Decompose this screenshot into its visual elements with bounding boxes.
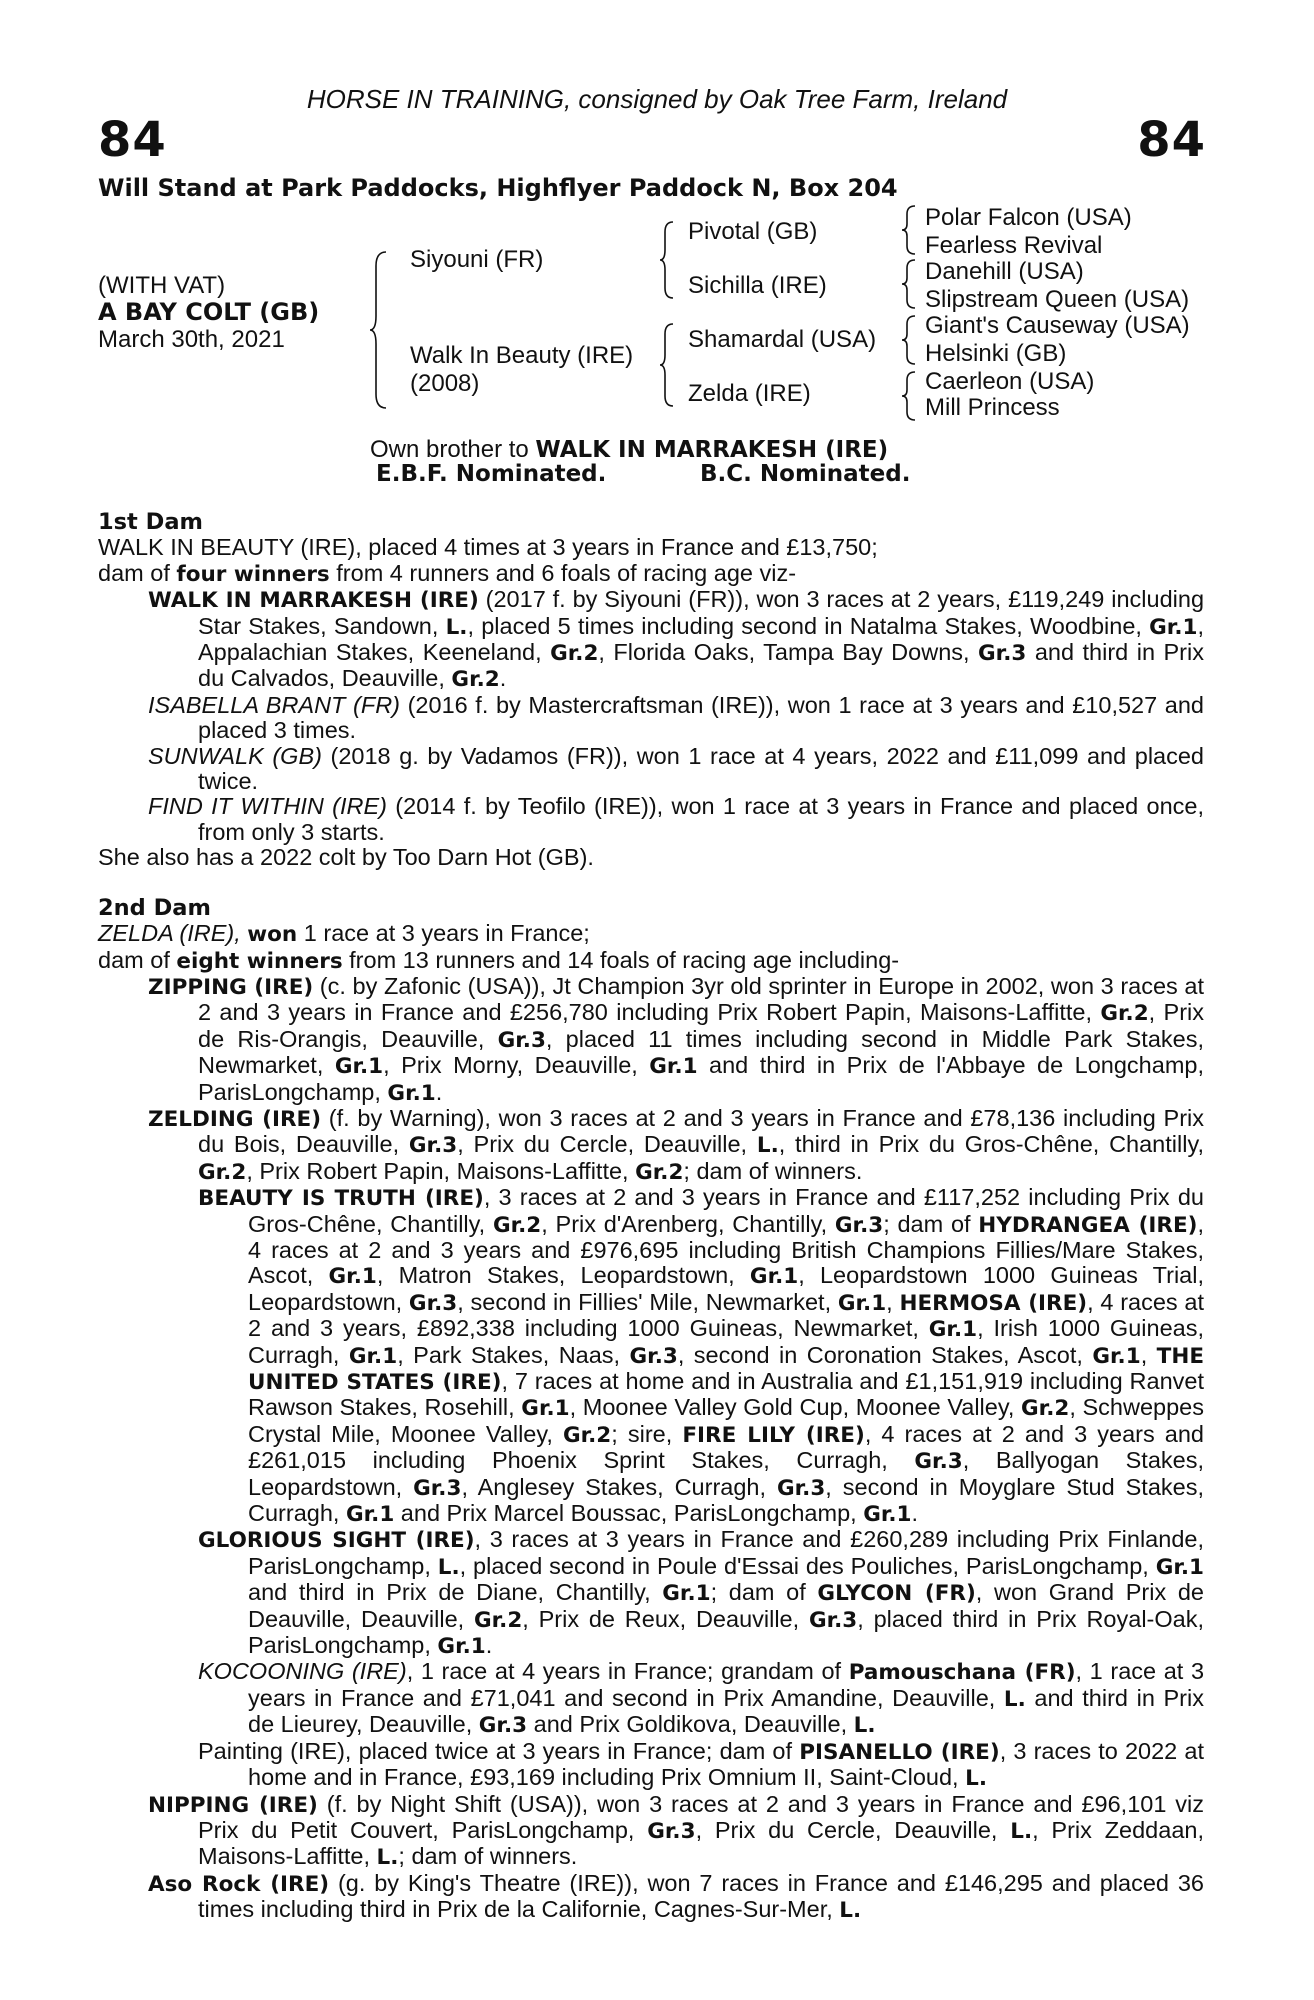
bold-text: L.	[376, 1845, 399, 1871]
bold-text: WALK IN MARRAKESH (IRE)	[148, 588, 479, 614]
bold-text: Gr.1	[928, 1317, 978, 1343]
entry-text: ; dam of winners.	[683, 1157, 863, 1184]
entry-text: , Leopardstown 1000 Guineas Trial, Leopardstown,	[248, 1262, 1204, 1315]
ancestor-4: Slipstream Queen (USA)	[925, 286, 1190, 313]
entry-text: , Prix de Ris-Orangis, Deauville,	[198, 999, 1205, 1052]
entry-text: (f. by Night Shift (USA)), won 3 races at 2 and 3 years in France and £96,101 viz Prix du Petit Couvert, ParisLongchamp,	[198, 1790, 1205, 1843]
sire-dam-name: Sichilla (IRE)	[688, 272, 827, 299]
bold-text: Gr.2	[1021, 1396, 1070, 1422]
entry-text: ; dam of winners.	[398, 1843, 578, 1870]
entry-text: ; dam of	[883, 1210, 979, 1237]
entry-text: , Schweppes Crystal Mile, Moonee Valley,	[248, 1394, 1204, 1447]
bold-text: PISANELLO (IRE)	[799, 1739, 1000, 1765]
bold-text: ZELDING (IRE)	[148, 1106, 322, 1132]
bold-text: Gr.1	[1092, 1343, 1141, 1369]
progeny-entry	[148, 693, 1204, 744]
bold-text: Gr.1	[334, 1054, 384, 1080]
bold-text: THE UNITED STATES (IRE)	[248, 1343, 1205, 1395]
bold-text: Gr.1	[1149, 614, 1198, 640]
bold-text: Gr.1	[348, 1343, 398, 1369]
ancestor-2: Fearless Revival	[925, 232, 1103, 259]
bold-text: NIPPING (IRE)	[148, 1792, 318, 1818]
bold-text: Gr.3	[776, 1475, 826, 1501]
first-dam-winners: four winners	[176, 561, 330, 587]
progeny-entry	[148, 1871, 1204, 1924]
entry-text: and third in Prix de Lieurey, Deauville,	[248, 1684, 1204, 1738]
entry-text: (2017 f. by Siyouni (FR)), won 3 races at 2 years, £119,249 including Star Stakes, Sandown,	[198, 586, 1205, 639]
pedigree-brace-g1	[902, 204, 918, 256]
second-dam-name: ZELDA (IRE),	[98, 920, 241, 947]
ancestor-6: Helsinki (GB)	[925, 340, 1067, 367]
ancestor-7: Caerleon (USA)	[925, 368, 1095, 395]
bold-text: Gr.2	[550, 641, 599, 667]
ancestor-3: Danehill (USA)	[925, 258, 1084, 285]
dam-sire-name: Shamardal (USA)	[688, 326, 877, 353]
second-dam-intro	[98, 921, 1204, 947]
bold-text: Gr.1	[328, 1264, 377, 1290]
entry-text: , 4 races at 2 and 3 years and £261,015 including Phoenix Sprint Stakes, Curragh,	[248, 1420, 1204, 1474]
bold-text: Gr.2	[451, 667, 500, 693]
bold-text: Gr.1	[387, 1080, 436, 1106]
pedigree-brace-g4	[902, 370, 918, 422]
entry-text: (g. by King's Theatre (IRE)), won 7 races in France and £146,295 and placed 36 times including third in Prix de la Californie, Cagnes-Sur-Mer,	[198, 1869, 1204, 1923]
bold-text: Gr.1	[863, 1502, 912, 1528]
bold-text: Gr.3	[808, 1607, 858, 1633]
ebf-nominated: E.B.F. Nominated.	[376, 461, 607, 487]
italic-name: FIND IT WITHIN (IRE)	[148, 793, 387, 820]
entry-text: , Prix d'Arenberg, Chantilly,	[541, 1210, 835, 1237]
bold-text: Gr.2	[492, 1212, 542, 1238]
italic-name: KOCOONING (IRE)	[198, 1658, 407, 1685]
entry-text: , placed 5 times including second in Natalma Stakes, Woodbine,	[467, 612, 1150, 639]
dam-year: (2008)	[410, 370, 480, 397]
entry-text: , 3 races at 3 years in France and £260,289 including Prix Finlande, ParisLongchamp,	[248, 1526, 1204, 1579]
bold-text: ZIPPING (IRE)	[148, 974, 314, 1000]
foaling-date: March 30th, 2021	[98, 326, 285, 353]
bold-text: Gr.1	[649, 1054, 698, 1080]
entry-text: , Moonee Valley Gold Cup, Moonee Valley,	[569, 1394, 1022, 1421]
entry-text: (2016 f. by Mastercraftsman (IRE)), won 1 race at 3 years and £10,527 and placed 3 times.	[198, 691, 1204, 744]
bold-text: HERMOSA (IRE)	[899, 1290, 1088, 1316]
ancestor-5: Giant's Causeway (USA)	[925, 312, 1190, 339]
bold-text: GLORIOUS SIGHT (IRE)	[198, 1528, 475, 1554]
first-dam-dam-of-prefix: dam of	[98, 559, 177, 586]
progeny-entry	[148, 744, 1204, 795]
bold-text: Gr.3	[834, 1212, 884, 1238]
entry-text: .	[499, 665, 507, 692]
ancestor-8: Mill Princess	[925, 394, 1060, 421]
first-dam-dam-of-suffix: from 4 runners and 6 foals of racing age viz-	[329, 559, 797, 586]
progeny-entry	[198, 1527, 1204, 1659]
entry-text: , 1 race at 3 years in France and £71,041 and second in Prix Amandine, Deauville,	[248, 1658, 1205, 1711]
entry-text: , Matron Stakes, Leopardstown,	[376, 1262, 750, 1289]
entry-text: , 4 races at 2 and 3 years and £976,695 including British Champions Fillies/Mare Stakes, Ascot,	[248, 1210, 1204, 1289]
bold-text: Gr.3	[478, 1713, 528, 1739]
entry-text: , 7 races at home and in Australia and £1,151,919 including Ranvet Rawson Stakes, Rosehill,	[248, 1368, 1204, 1421]
entry-text: , Florida Oaks, Tampa Bay Downs,	[598, 639, 979, 666]
entry-text: , 1 race at 4 years in France; grandam of	[406, 1658, 849, 1685]
pedigree-brace-dam	[660, 322, 676, 408]
entry-text: and third in Prix du Calvados, Deauville,	[198, 639, 1204, 692]
entry-text: , Prix Robert Papin, Maisons-Laffitte,	[246, 1157, 636, 1184]
entry-text: , Anglesey Stakes, Curragh,	[461, 1473, 777, 1500]
sire-sire-name: Pivotal (GB)	[688, 218, 818, 245]
entry-text: .	[911, 1500, 919, 1527]
pedigree-brace-g2	[902, 258, 918, 310]
entry-text: , placed 11 times including second in Middle Park Stakes, Newmarket,	[198, 1025, 1205, 1079]
dam-name: Walk In Beauty (IRE)	[410, 342, 634, 369]
bold-text: Pamouschana (FR)	[848, 1660, 1076, 1686]
dam-dam-name: Zelda (IRE)	[688, 380, 811, 407]
own-brother-name: WALK IN MARRAKESH (IRE)	[535, 437, 889, 463]
entry-text: , Appalachian Stakes, Keeneland,	[198, 612, 1204, 666]
bold-text: HYDRANGEA (IRE)	[978, 1212, 1198, 1238]
entry-text: and Prix Marcel Boussac, ParisLongchamp,	[394, 1500, 864, 1527]
progeny-entry	[148, 1106, 1204, 1185]
bold-text: Gr.2	[562, 1422, 612, 1448]
stand-location: Will Stand at Park Paddocks, Highflyer Paddock N, Box 204	[98, 174, 898, 202]
entry-text: , Ballyogan Stakes, Leopardstown,	[248, 1447, 1204, 1500]
entry-text: , 3 races at 2 and 3 years in France and £117,252 including Prix du Gros-Chêne, Chantilly,	[248, 1184, 1204, 1237]
ancestor-1: Polar Falcon (USA)	[925, 204, 1132, 231]
bold-text: BEAUTY IS TRUTH (IRE)	[198, 1186, 484, 1212]
bold-text: Gr.1	[749, 1264, 799, 1290]
entry-text: , 3 races to 2022 at home and in France, £93,169 including Prix Omnium II, Saint-Cloud,	[248, 1737, 1205, 1791]
bold-text: L.	[853, 1713, 876, 1739]
bold-text: Gr.2	[635, 1159, 684, 1185]
bold-text: L.	[756, 1133, 779, 1159]
entry-text: , Prix du Cercle, Deauville,	[457, 1131, 757, 1158]
italic-name: SUNWALK (GB)	[148, 742, 322, 769]
second-dam-dam-of	[98, 948, 1204, 974]
horse-name: A BAY COLT (GB)	[98, 298, 320, 326]
pedigree-brace-sire	[660, 220, 676, 300]
italic-name: ISABELLA BRANT (FR)	[148, 691, 400, 718]
bold-text: Gr.3	[497, 1027, 546, 1053]
bold-text: FIRE LILY (IRE)	[682, 1422, 865, 1448]
first-dam-dam-of	[98, 561, 1204, 587]
entry-text: , third in Prix du Gros-Chêne, Chantilly,	[778, 1131, 1204, 1158]
second-dam-heading: 2nd Dam	[98, 894, 211, 921]
entry-text: , won Grand Prix de Deauville, Deauville,	[248, 1579, 1204, 1632]
second-dam-won: won	[247, 922, 298, 948]
entry-text: , Irish 1000 Guineas, Curragh,	[248, 1315, 1204, 1368]
vat-note: (WITH VAT)	[98, 272, 226, 299]
second-dam-winners: eight winners	[176, 948, 343, 974]
pedigree-brace-main	[370, 250, 390, 410]
bold-text: Gr.3	[629, 1343, 678, 1369]
entry-text: , placed second in Poule d'Essai des Pouliches, ParisLongchamp,	[459, 1552, 1156, 1579]
progeny-entry	[148, 587, 1204, 693]
pedigree-brace-g3	[902, 314, 918, 366]
progeny-entry	[198, 1185, 1204, 1527]
entry-text: , Park Stakes, Naas,	[397, 1341, 630, 1368]
entry-text: .	[435, 1078, 443, 1105]
second-dam-intro-rest: 1 race at 3 years in France;	[297, 920, 590, 947]
first-dam-heading: 1st Dam	[98, 509, 203, 535]
entry-text: (2018 g. by Vadamos (FR)), won 1 race at 4 years, 2022 and £11,099 and placed twice.	[198, 742, 1204, 795]
progeny-entry	[148, 1792, 1204, 1871]
bold-text: Gr.3	[914, 1449, 963, 1475]
entry-text: .	[485, 1632, 493, 1659]
own-brother-note	[370, 436, 888, 464]
entry-text: (f. by Warning), won 3 races at 2 and 3 years in France and £78,136 including Prix du Bois, Deauville,	[198, 1104, 1204, 1158]
entry-text: and third in Prix de Diane, Chantilly,	[248, 1579, 663, 1606]
entry-text: , Prix du Cercle, Deauville,	[695, 1816, 1011, 1843]
entry-text: Painting (IRE), placed twice at 3 years in France; dam of	[198, 1737, 800, 1764]
entry-text: , Prix Morny, Deauville,	[383, 1052, 650, 1079]
consignment-header: HORSE IN TRAINING, consigned by Oak Tree Farm, Ireland	[306, 84, 1008, 114]
bold-text: Gr.2	[1100, 1001, 1149, 1027]
progeny-entry	[148, 794, 1204, 845]
own-brother-prefix: Own brother to	[370, 436, 536, 463]
bold-text: L.	[445, 614, 468, 640]
lot-number-left: 84	[98, 112, 167, 168]
family-text	[98, 510, 1204, 1924]
entry-text: (c. by Zafonic (USA)), Jt Champion 3yr old sprinter in Europe in 2002, won 3 races at 2 and 3 years in France and £256,780 including Prix Robert Papin, Maisons-Laffitte,	[198, 972, 1204, 1026]
bold-text: Gr.3	[413, 1475, 462, 1501]
bold-text: Gr.3	[978, 641, 1027, 667]
bold-text: Gr.3	[647, 1818, 696, 1844]
entry-text: , placed third in Prix Royal-Oak, ParisLongchamp,	[248, 1605, 1204, 1659]
bold-text: Gr.2	[473, 1607, 523, 1633]
bold-text: Aso Rock (IRE)	[148, 1871, 330, 1897]
bold-text: Gr.1	[837, 1290, 887, 1316]
progeny-entry	[198, 1739, 1204, 1792]
entry-text: ,	[1140, 1341, 1157, 1368]
sire-name: Siyouni (FR)	[410, 246, 544, 273]
entry-text: ,	[886, 1288, 900, 1315]
first-dam-closing: She also has a 2022 colt by Too Darn Hot (GB).	[98, 844, 594, 871]
entry-text: , second in Moyglare Stud Stakes, Curragh,	[248, 1473, 1205, 1527]
second-dam-dam-of-suffix: from 13 runners and 14 foals of racing age including-	[342, 946, 900, 973]
entry-text: ; dam of	[710, 1579, 818, 1606]
progeny-entry	[198, 1659, 1204, 1738]
bold-text: GLYCON (FR)	[817, 1581, 976, 1607]
progeny-entry	[148, 974, 1204, 1106]
bold-text: Gr.1	[521, 1396, 570, 1422]
first-dam-intro: WALK IN BEAUTY (IRE), placed 4 times at 3 years in France and £13,750;	[98, 534, 878, 561]
entry-text: , 4 races at 2 and 3 years, £892,338 including 1000 Guineas, Newmarket,	[248, 1288, 1205, 1342]
lot-number-right: 84	[1137, 112, 1206, 168]
bold-text: Gr.1	[662, 1581, 711, 1607]
second-dam-dam-of-prefix: dam of	[98, 946, 177, 973]
bold-text: Gr.1	[437, 1634, 486, 1660]
bold-text: L.	[965, 1766, 987, 1792]
bold-text: L.	[437, 1554, 460, 1580]
entry-text: , second in Fillies' Mile, Newmarket,	[457, 1288, 838, 1315]
entry-text: , Prix de Reux, Deauville,	[522, 1605, 809, 1632]
entry-text: and Prix Goldikova, Deauville,	[527, 1711, 854, 1738]
bold-text: L.	[839, 1898, 862, 1924]
bold-text: Gr.2	[198, 1159, 247, 1185]
bc-nominated: B.C. Nominated.	[700, 461, 911, 487]
bold-text: Gr.1	[1155, 1554, 1204, 1580]
entry-text: , Prix Zeddaan, Maisons-Laffitte,	[198, 1816, 1204, 1870]
bold-text: Gr.3	[408, 1133, 458, 1159]
entry-text: , second in Coronation Stakes, Ascot,	[677, 1341, 1093, 1368]
bold-text: Gr.1	[345, 1502, 395, 1528]
bold-text: Gr.3	[408, 1290, 458, 1316]
bold-text: L.	[1003, 1686, 1026, 1712]
entry-text: ; sire,	[611, 1420, 683, 1447]
bold-text: L.	[1010, 1818, 1033, 1844]
entry-text: (2014 f. by Teofilo (IRE)), won 1 race at 3 years in France and placed once, from only 3 starts.	[198, 793, 1204, 845]
entry-text: and third in Prix de l'Abbaye de Longchamp, ParisLongchamp,	[198, 1052, 1204, 1105]
